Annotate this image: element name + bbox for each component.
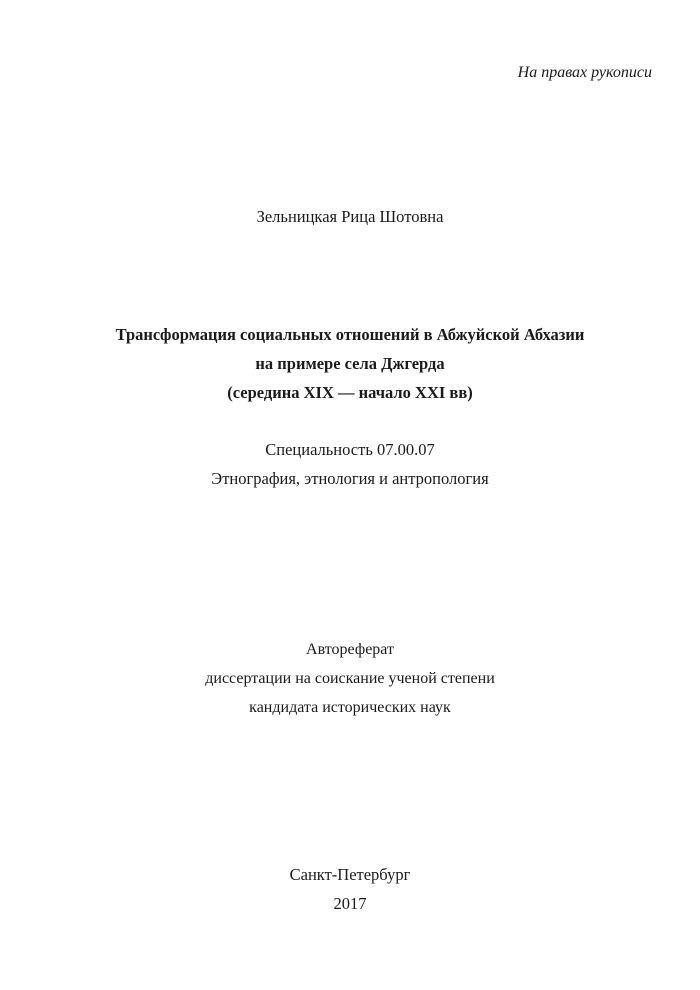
title-line: на примере села Джгерда xyxy=(255,354,445,373)
abstract-line: диссертации на соискание ученой степени xyxy=(205,670,495,687)
abstract-line: кандидата исторических наук xyxy=(249,699,451,716)
abstract-line: Автореферат xyxy=(306,641,394,658)
author-name: Зельницкая Рица Шотовна xyxy=(256,207,444,226)
dissertation-title xyxy=(0,320,700,407)
rights-note: На правах рукописи xyxy=(517,64,652,81)
title-line: Трансформация социальных отношений в Абжуйской Абхазии xyxy=(115,325,585,344)
imprint-block xyxy=(0,860,700,918)
title-line: (середина XIX — начало XXI вв) xyxy=(227,383,473,402)
abstract-block xyxy=(0,635,700,722)
imprint-city: Санкт-Петербург xyxy=(289,865,411,884)
specialty-name: Этнография, этнология и антропология xyxy=(211,469,489,488)
specialty-code: Специальность 07.00.07 xyxy=(265,440,435,459)
specialty-block xyxy=(0,435,700,493)
imprint-year: 2017 xyxy=(333,894,367,913)
